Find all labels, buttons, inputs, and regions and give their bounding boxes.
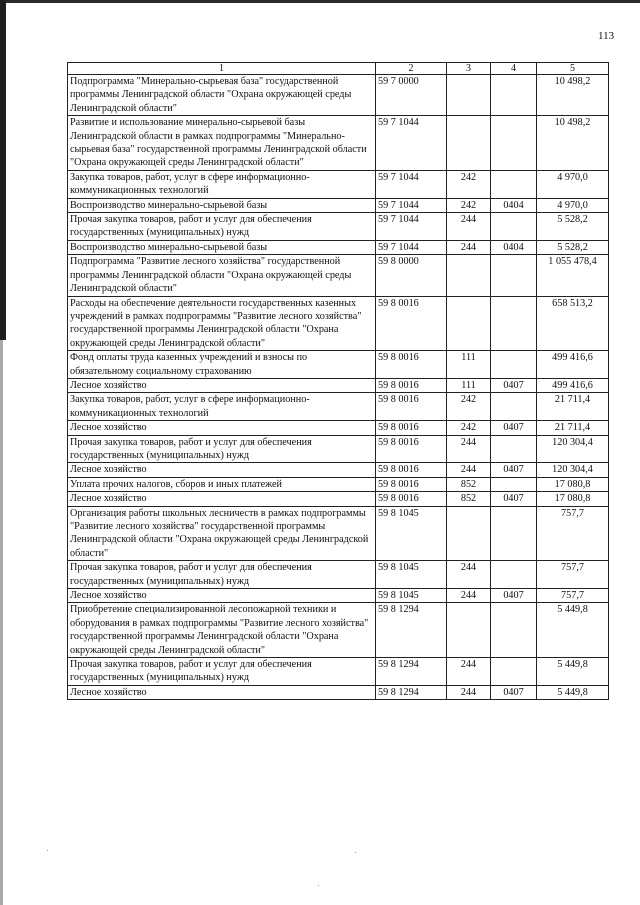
- table-row: [68, 296, 609, 351]
- row-name: Закупка товаров, работ, услуг в сфере информационно-коммуникационных технологий: [68, 393, 376, 421]
- row-amount: 21 711,4: [537, 421, 609, 435]
- table-row: [68, 603, 609, 658]
- table-row: [68, 255, 609, 296]
- row-name: Лесное хозяйство: [68, 492, 376, 506]
- table-row: [68, 477, 609, 491]
- scan-border-left: [0, 0, 6, 340]
- row-target-code: 59 8 1294: [376, 603, 447, 658]
- row-target-code: 59 8 1294: [376, 685, 447, 699]
- table-row: [68, 685, 609, 699]
- row-amount: 5 449,8: [537, 603, 609, 658]
- table-row: [68, 393, 609, 421]
- row-target-code: 59 8 1294: [376, 658, 447, 686]
- row-section-code: [491, 213, 537, 241]
- table-row: [68, 213, 609, 241]
- row-expense-type: 242: [447, 421, 491, 435]
- row-section-code: [491, 435, 537, 463]
- row-amount: 658 513,2: [537, 296, 609, 351]
- row-section-code: [491, 351, 537, 379]
- header-col-1: 1: [68, 63, 376, 75]
- row-amount: 10 498,2: [537, 75, 609, 116]
- row-section-code: 0407: [491, 589, 537, 603]
- row-expense-type: [447, 116, 491, 171]
- row-expense-type: 244: [447, 658, 491, 686]
- row-name: Расходы на обеспечение деятельности государственных казенных учреждений в рамках подпрограммы "Развитие лесного хозяйства" государственной программы Ленинградской области "Охрана окружающей среды Ленинградской области": [68, 296, 376, 351]
- row-expense-type: 242: [447, 198, 491, 212]
- row-amount: 5 449,8: [537, 685, 609, 699]
- row-name: Лесное хозяйство: [68, 378, 376, 392]
- row-target-code: 59 8 0016: [376, 393, 447, 421]
- row-target-code: 59 8 1045: [376, 506, 447, 561]
- table-row: [68, 421, 609, 435]
- row-amount: 4 970,0: [537, 198, 609, 212]
- row-target-code: 59 7 1044: [376, 170, 447, 198]
- row-name: Организация работы школьных лесничеств в рамках подпрограммы "Развитие лесного хозяйства" государственной программы Ленинградской области "Охрана окружающей среды Ленинградской области": [68, 506, 376, 561]
- header-col-2: 2: [376, 63, 447, 75]
- row-amount: 1 055 478,4: [537, 255, 609, 296]
- row-target-code: 59 8 0000: [376, 255, 447, 296]
- row-expense-type: 111: [447, 351, 491, 379]
- table-row: [68, 658, 609, 686]
- row-amount: 499 416,6: [537, 351, 609, 379]
- page-number: 113: [598, 30, 615, 42]
- row-expense-type: 111: [447, 378, 491, 392]
- row-target-code: 59 8 0016: [376, 378, 447, 392]
- row-expense-type: 244: [447, 213, 491, 241]
- table-row: [68, 378, 609, 392]
- row-target-code: 59 8 0016: [376, 492, 447, 506]
- row-name: Воспроизводство минерально-сырьевой базы: [68, 198, 376, 212]
- table-row: [68, 506, 609, 561]
- header-col-3: 3: [447, 63, 491, 75]
- row-expense-type: 244: [447, 463, 491, 477]
- table-row: [68, 351, 609, 379]
- row-section-code: 0404: [491, 240, 537, 254]
- row-amount: 757,7: [537, 561, 609, 589]
- row-target-code: 59 8 1045: [376, 561, 447, 589]
- row-name: Прочая закупка товаров, работ и услуг для обеспечения государственных (муниципальных) нужд: [68, 658, 376, 686]
- row-section-code: 0407: [491, 685, 537, 699]
- row-name: Подпрограмма "Развитие лесного хозяйства" государственной программы Ленинградской области "Охрана окружающей среды Ленинградской области": [68, 255, 376, 296]
- row-amount: 120 304,4: [537, 463, 609, 477]
- row-name: Прочая закупка товаров, работ и услуг для обеспечения государственных (муниципальных) нужд: [68, 213, 376, 241]
- header-col-4: 4: [491, 63, 537, 75]
- row-target-code: 59 7 1044: [376, 116, 447, 171]
- table-row: [68, 589, 609, 603]
- row-name: Развитие и использование минерально-сырьевой базы Ленинградской области в рамках подпрограммы "Минерально-сырьевая база" государственной программы Ленинградской области "Охрана окружающей среды Ленинградской области": [68, 116, 376, 171]
- row-expense-type: 242: [447, 170, 491, 198]
- budget-table: [67, 62, 609, 700]
- row-name: Закупка товаров, работ, услуг в сфере информационно-коммуникационных технологий: [68, 170, 376, 198]
- row-name: Фонд оплаты труда казенных учреждений и взносы по обязательному социальному страхованию: [68, 351, 376, 379]
- row-expense-type: 242: [447, 393, 491, 421]
- row-amount: 5 528,2: [537, 240, 609, 254]
- row-target-code: 59 8 1045: [376, 589, 447, 603]
- row-section-code: [491, 255, 537, 296]
- row-name: Лесное хозяйство: [68, 589, 376, 603]
- row-section-code: [491, 561, 537, 589]
- row-amount: 17 080,8: [537, 492, 609, 506]
- row-target-code: 59 7 1044: [376, 198, 447, 212]
- row-expense-type: 244: [447, 589, 491, 603]
- row-target-code: 59 8 0016: [376, 463, 447, 477]
- row-amount: 21 711,4: [537, 393, 609, 421]
- row-expense-type: [447, 296, 491, 351]
- row-amount: 4 970,0: [537, 170, 609, 198]
- row-target-code: 59 8 0016: [376, 477, 447, 491]
- table-row: [68, 463, 609, 477]
- row-section-code: [491, 603, 537, 658]
- table-row: [68, 492, 609, 506]
- budget-table-body: [68, 63, 609, 700]
- row-name: Прочая закупка товаров, работ и услуг для обеспечения государственных (муниципальных) нужд: [68, 435, 376, 463]
- scan-speck: [318, 885, 319, 886]
- row-section-code: 0407: [491, 463, 537, 477]
- row-name: Подпрограмма "Минерально-сырьевая база" государственной программы Ленинградской области "Охрана окружающей среды Ленинградской области": [68, 75, 376, 116]
- row-target-code: 59 8 0016: [376, 351, 447, 379]
- row-amount: 120 304,4: [537, 435, 609, 463]
- table-row: [68, 435, 609, 463]
- row-expense-type: 852: [447, 477, 491, 491]
- table-row: [68, 75, 609, 116]
- table-row: [68, 240, 609, 254]
- row-section-code: [491, 658, 537, 686]
- row-section-code: [491, 116, 537, 171]
- row-section-code: [491, 75, 537, 116]
- row-target-code: 59 8 0016: [376, 435, 447, 463]
- row-expense-type: 244: [447, 435, 491, 463]
- table-row: [68, 198, 609, 212]
- row-section-code: [491, 477, 537, 491]
- row-amount: 757,7: [537, 589, 609, 603]
- row-expense-type: [447, 75, 491, 116]
- row-section-code: 0407: [491, 421, 537, 435]
- row-expense-type: [447, 603, 491, 658]
- row-name: Лесное хозяйство: [68, 685, 376, 699]
- row-expense-type: [447, 506, 491, 561]
- row-section-code: 0407: [491, 378, 537, 392]
- row-expense-type: 244: [447, 240, 491, 254]
- row-name: Приобретение специализированной лесопожарной техники и оборудования в рамках подпрограммы "Развитие лесного хозяйства" государственной программы Ленинградской области "Охрана окружающей среды Ленинградской области": [68, 603, 376, 658]
- table-row: [68, 561, 609, 589]
- row-name: Лесное хозяйство: [68, 463, 376, 477]
- row-section-code: [491, 170, 537, 198]
- row-expense-type: [447, 255, 491, 296]
- row-section-code: 0404: [491, 198, 537, 212]
- row-expense-type: 244: [447, 685, 491, 699]
- row-target-code: 59 8 0016: [376, 296, 447, 351]
- table-row: [68, 170, 609, 198]
- row-name: Уплата прочих налогов, сборов и иных платежей: [68, 477, 376, 491]
- row-section-code: 0407: [491, 492, 537, 506]
- row-amount: 499 416,6: [537, 378, 609, 392]
- row-name: Воспроизводство минерально-сырьевой базы: [68, 240, 376, 254]
- scan-border-top: [0, 0, 640, 3]
- row-section-code: [491, 393, 537, 421]
- row-amount: 5 528,2: [537, 213, 609, 241]
- row-amount: 10 498,2: [537, 116, 609, 171]
- row-target-code: 59 7 1044: [376, 240, 447, 254]
- table-header-row: [68, 63, 609, 75]
- row-expense-type: 244: [447, 561, 491, 589]
- row-amount: 17 080,8: [537, 477, 609, 491]
- table-row: [68, 116, 609, 171]
- row-expense-type: 852: [447, 492, 491, 506]
- row-section-code: [491, 296, 537, 351]
- row-name: Лесное хозяйство: [68, 421, 376, 435]
- scan-speck: [355, 852, 356, 853]
- row-section-code: [491, 506, 537, 561]
- row-amount: 757,7: [537, 506, 609, 561]
- row-target-code: 59 7 1044: [376, 213, 447, 241]
- row-name: Прочая закупка товаров, работ и услуг для обеспечения государственных (муниципальных) нужд: [68, 561, 376, 589]
- row-target-code: 59 8 0016: [376, 421, 447, 435]
- row-target-code: 59 7 0000: [376, 75, 447, 116]
- row-amount: 5 449,8: [537, 658, 609, 686]
- scan-speck: [47, 850, 48, 851]
- header-col-5: 5: [537, 63, 609, 75]
